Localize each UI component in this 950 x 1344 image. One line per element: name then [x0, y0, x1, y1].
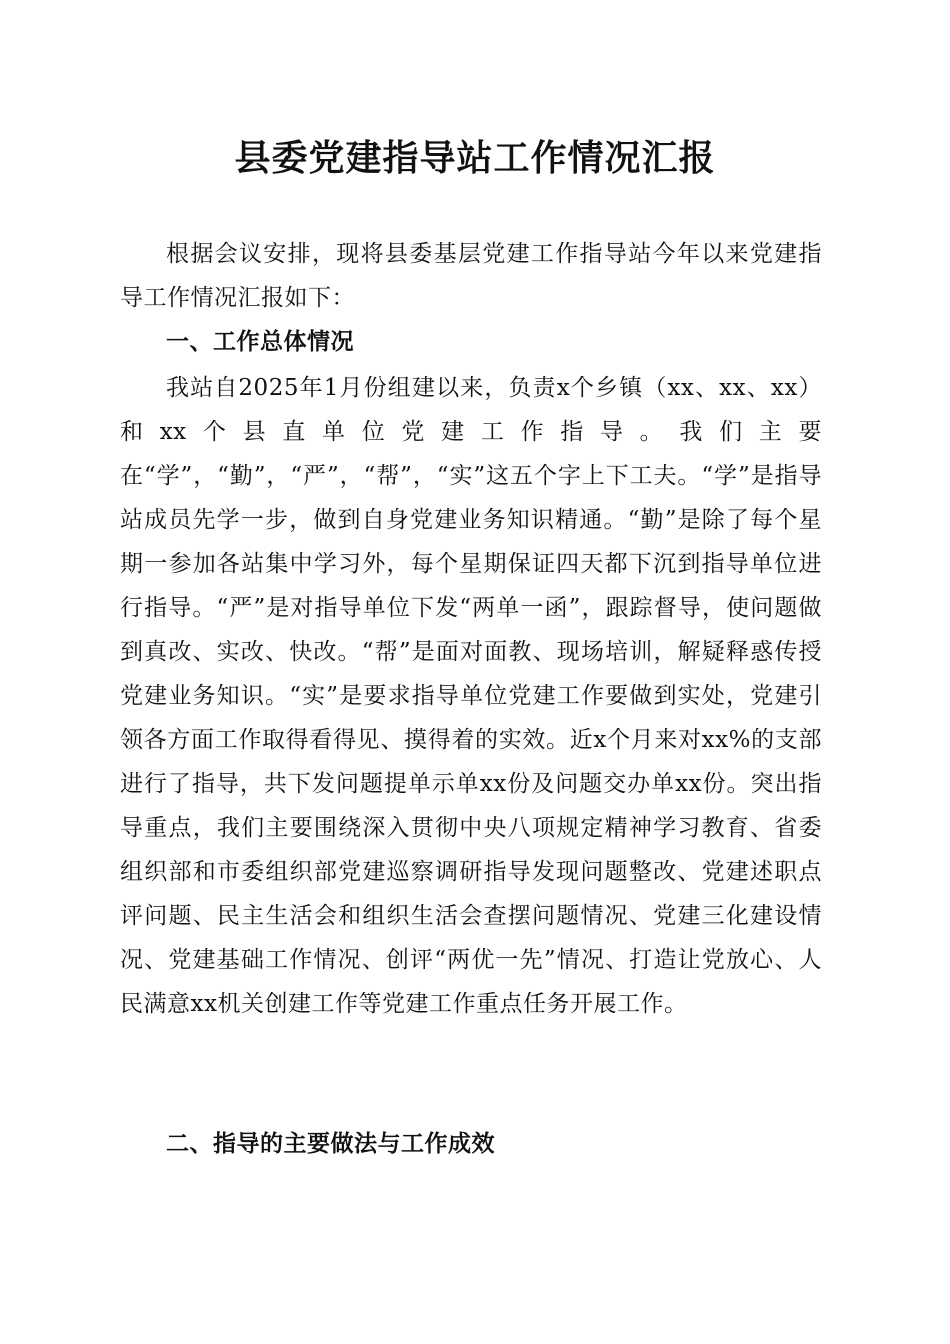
- intro-paragraph: 根据会议安排，现将县委基层党建工作指导站今年以来党建指导工作情况汇报如下：: [120, 241, 822, 311]
- section-1-paragraph: 我站自2025年1月份组建以来，负责x个乡镇（xx、xx、xx）和xx个县直单位党建工作指导。我们主要在“学”，“勤”，“严”，“帮”，“实”这五个字上下工夫。“学”是指导站成员先学一步，做到自身党建业务知识精通。“勤”是除了每个星期一参加各站集中学习外，每个星期保证四天都下沉到指导单位进行指导。“严”是对指导单位下发“两单一函”，跟踪督导，使问题做到真改、实改、快改。“帮”是面对面教、现场培训，解疑释惑传授党建业务知识。“实”是要求指导单位党建工作要做到实处，党建引领各方面工作取得看得见、摸得着的实效。近x个月来对xx%的支部进行了指导，共下发问题提单示单xx份及问题交办单xx份。突出指导重点，我们主要围绕深入贯彻中央八项规定精神学习教育、省委组织部和市委组织部党建巡察调研指导发现问题整改、党建述职点评问题、民主生活会和组织生活会查摆问题情况、党建三化建设情况、党建基础工作情况、创评“两优一先”情况、打造让党放心、人民满意xx机关创建工作等党建工作重点任务开展工作。: [120, 375, 822, 1017]
- section-2-heading: 二、指导的主要做法与工作成效: [166, 1131, 495, 1157]
- document-title: 县委党建指导站工作情况汇报: [234, 137, 716, 179]
- section-1-heading: 一、工作总体情况: [166, 329, 354, 355]
